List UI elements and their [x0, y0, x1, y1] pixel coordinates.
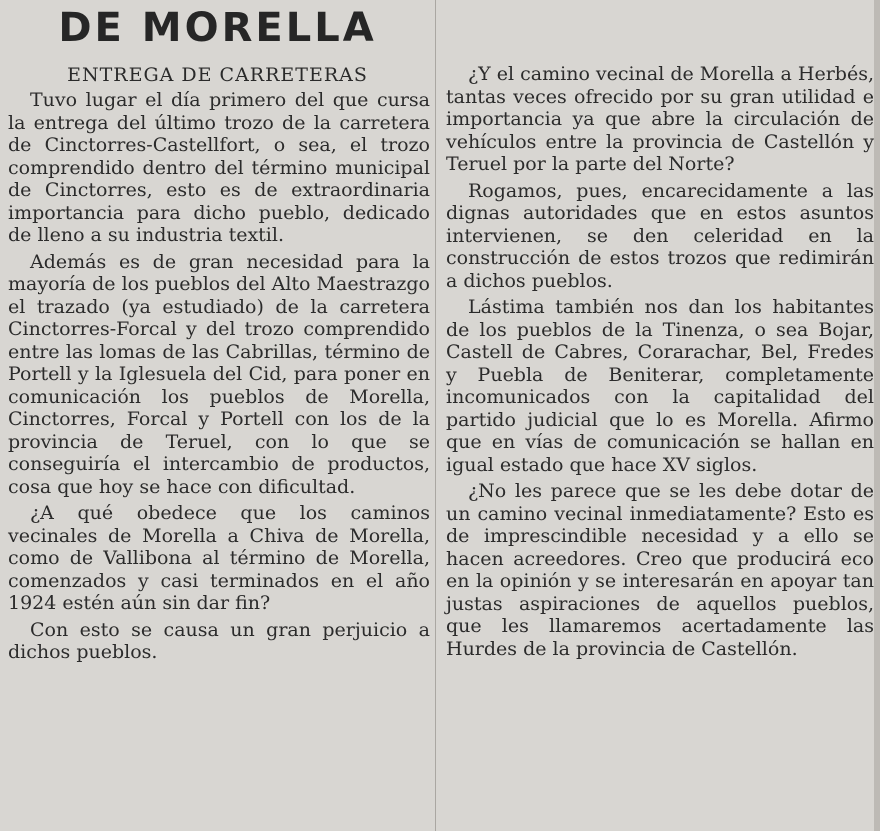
- paragraph: ¿A qué obedece que los caminos vecinales de Morella a Chiva de Morella, como de Vallibona al término de Morella, comenzados y casi terminados en el año 1924 estén aún sin dar fin?: [8, 502, 430, 614]
- subheading: ENTREGA DE CARRETERAS: [67, 64, 368, 86]
- paragraph: Con esto se causa un gran perjuicio a dichos pueblos.: [8, 618, 430, 663]
- paragraph: Tuvo lugar el día primero del que cursa la entrega del último trozo de la carretera de Cinctorres-Castellfort, o sea, el trozo comprendido dentro del término municipal de Cinctorres, esto es de extraordinaria importancia para dicho pueblo, dedicado de lleno a su industria textil.: [8, 89, 430, 246]
- left-column: [8, 89, 430, 668]
- right-column: [446, 63, 874, 664]
- paragraph: ¿Y el camino vecinal de Morella a Herbés, tantas veces ofrecido por su gran utilidad e importancia ya que abre la circulación de vehículos entre la provincia de Castellón y Teruel por la parte del Norte?: [446, 63, 874, 175]
- paragraph: Rogamos, pues, encarecidamente a las dignas autoridades que en estos asuntos intervienen, se den celeridad en la construcción de estos trozos que redimirán a dichos pueblos.: [446, 179, 874, 292]
- column-divider: [435, 0, 436, 831]
- headline: DE MORELLA: [58, 5, 377, 51]
- paragraph: ¿No les parece que se les debe dotar de un camino vecinal inmediatamente? Esto es de imprescindible necesidad y a ello se hacen acreedores. Creo que producirá eco en la opinión y se interesarán en apoyar tan justas aspiraciones de aquellos pueblos, que les llamaremos acertadamente las Hurdes de la provincia de Castellón.: [446, 480, 874, 660]
- paragraph: Además es de gran necesidad para la mayoría de los pueblos del Alto Maestrazgo el trazado (ya estudiado) de la carretera Cinctorres-Forcal y del trozo comprendido entre las lomas de las Cabrillas, término de Portell y la Iglesuela del Cid, para poner en comunicación los pueblos de Morella, Cinctorres, Forcal y Portell con los de la provincia de Teruel, con lo que se conseguiría el intercambio de productos, cosa que hoy se hace con dificultad.: [8, 250, 430, 498]
- paragraph: Lástima también nos dan los habitantes de los pueblos de la Tinenza, o sea Bojar, Castell de Cabres, Corarachar, Bel, Fredes y Puebla de Beniterar, completamente incomunicados con la capitalidad del partido judicial que lo es Morella. Afirmo que en vías de comunicación se hallan en igual estado que hace XV siglos.: [446, 296, 874, 476]
- page-edge: [874, 0, 880, 831]
